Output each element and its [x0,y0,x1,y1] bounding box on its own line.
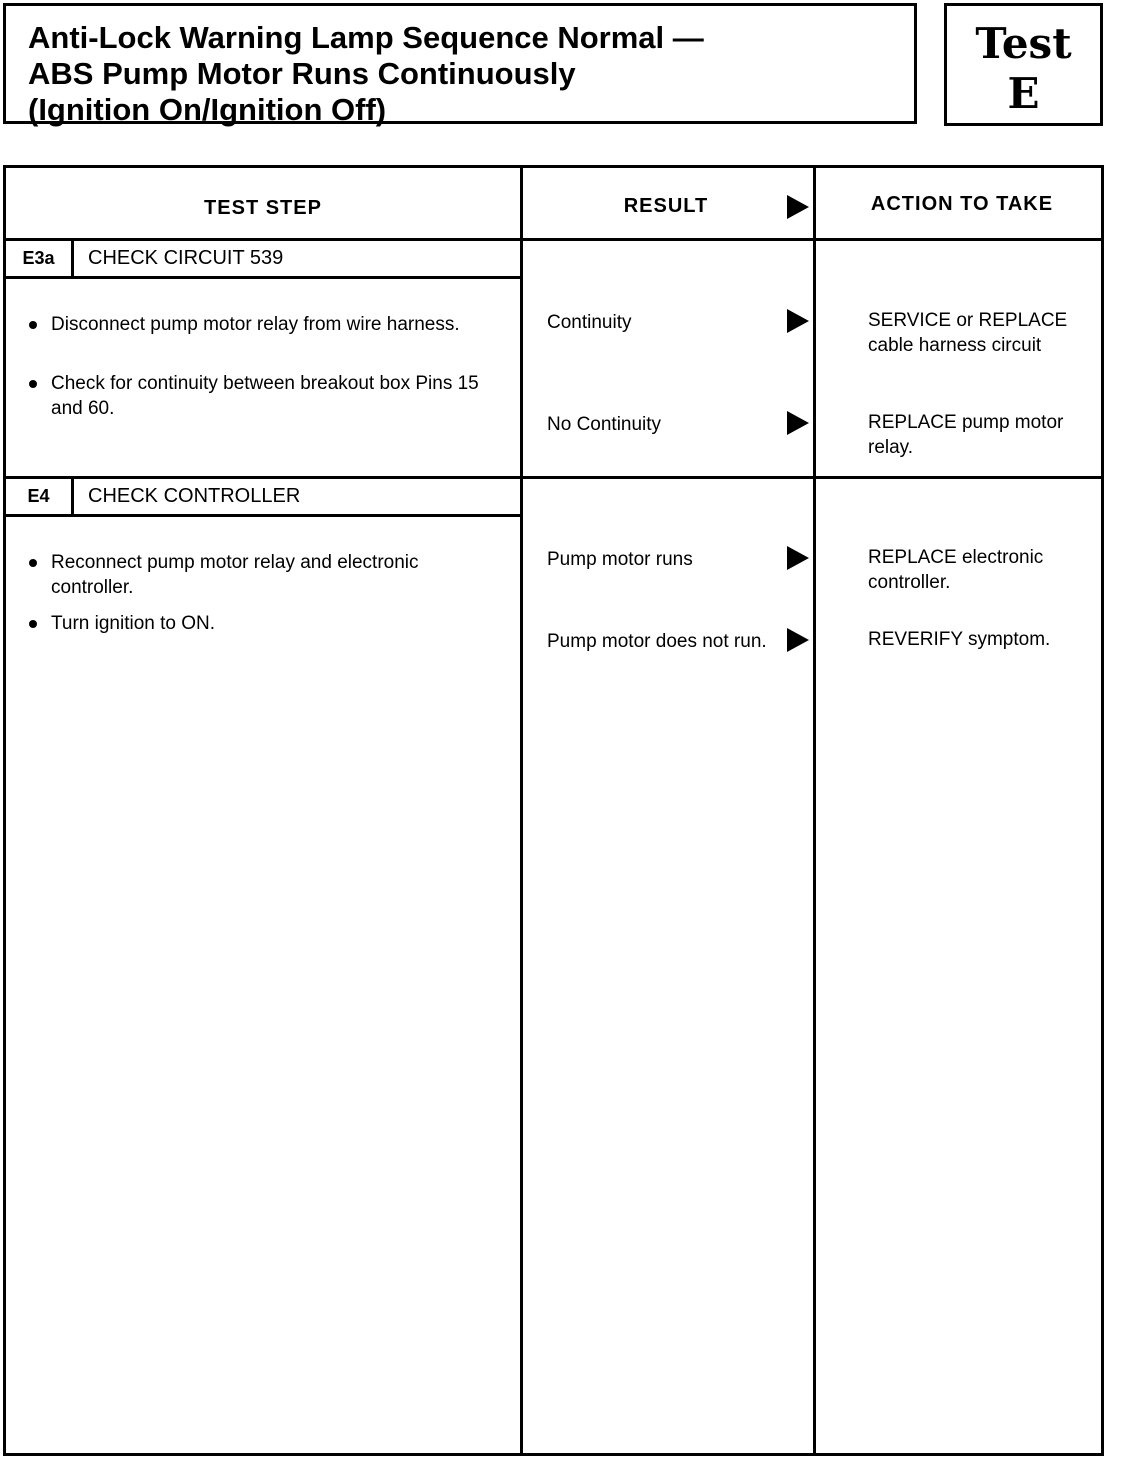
bullet-dot-icon [29,321,37,329]
test-label-box [944,3,1103,126]
result-arrow-icon [787,309,809,333]
test-label-letter: E [1007,69,1040,118]
bullet-dot-icon [29,620,37,628]
header-test-step: TEST STEP [204,197,322,219]
page-title-line-2: ABS Pump Motor Runs Continuously [28,56,576,91]
step-bullet: Check for continuity between breakout box Pins 15 and 60. [51,371,491,421]
action-text: REPLACE pump motor relay. [868,412,1064,458]
step-bullet: Turn ignition to ON. [51,611,491,636]
bullet-dot-icon [29,559,37,567]
diagnostic-table [3,165,1104,1456]
result-text: Continuity [547,312,632,333]
column-divider [813,168,816,1453]
header-arrow-icon [787,195,809,219]
page-title-line-1: Anti-Lock Warning Lamp Sequence Normal — [28,20,704,55]
step-bullet: Reconnect pump motor relay and electronic controller. [51,550,496,600]
step-id: E3a [6,241,74,276]
column-divider [520,168,523,1453]
title-box [3,3,917,127]
action-text: REPLACE electronic controller. [868,547,1044,593]
page-title-line-3: (Ignition On/Ignition Off) [28,92,387,127]
bullet-dot-icon [29,380,37,388]
step-title-divider [6,514,520,517]
result-text: No Continuity [547,414,662,435]
step-title-divider [6,276,520,279]
result-arrow-icon [787,546,809,570]
header-action: ACTION TO TAKE [870,193,1054,215]
step-title: CHECK CIRCUIT 539 [88,247,284,269]
action-text: REVERIFY symptom. [868,629,1051,650]
step-title: CHECK CONTROLLER [88,485,301,507]
step-id: E4 [6,479,74,514]
result-arrow-icon [787,411,809,435]
result-text: Pump motor runs [547,549,693,570]
result-arrow-icon [787,628,809,652]
action-text: SERVICE or REPLACE cable harness circuit [868,310,1068,356]
step-bullet: Disconnect pump motor relay from wire harness. [51,312,481,337]
result-text: Pump motor does not run. [547,631,767,652]
test-label-word: Test [975,19,1072,68]
header-result: RESULT [623,195,709,217]
